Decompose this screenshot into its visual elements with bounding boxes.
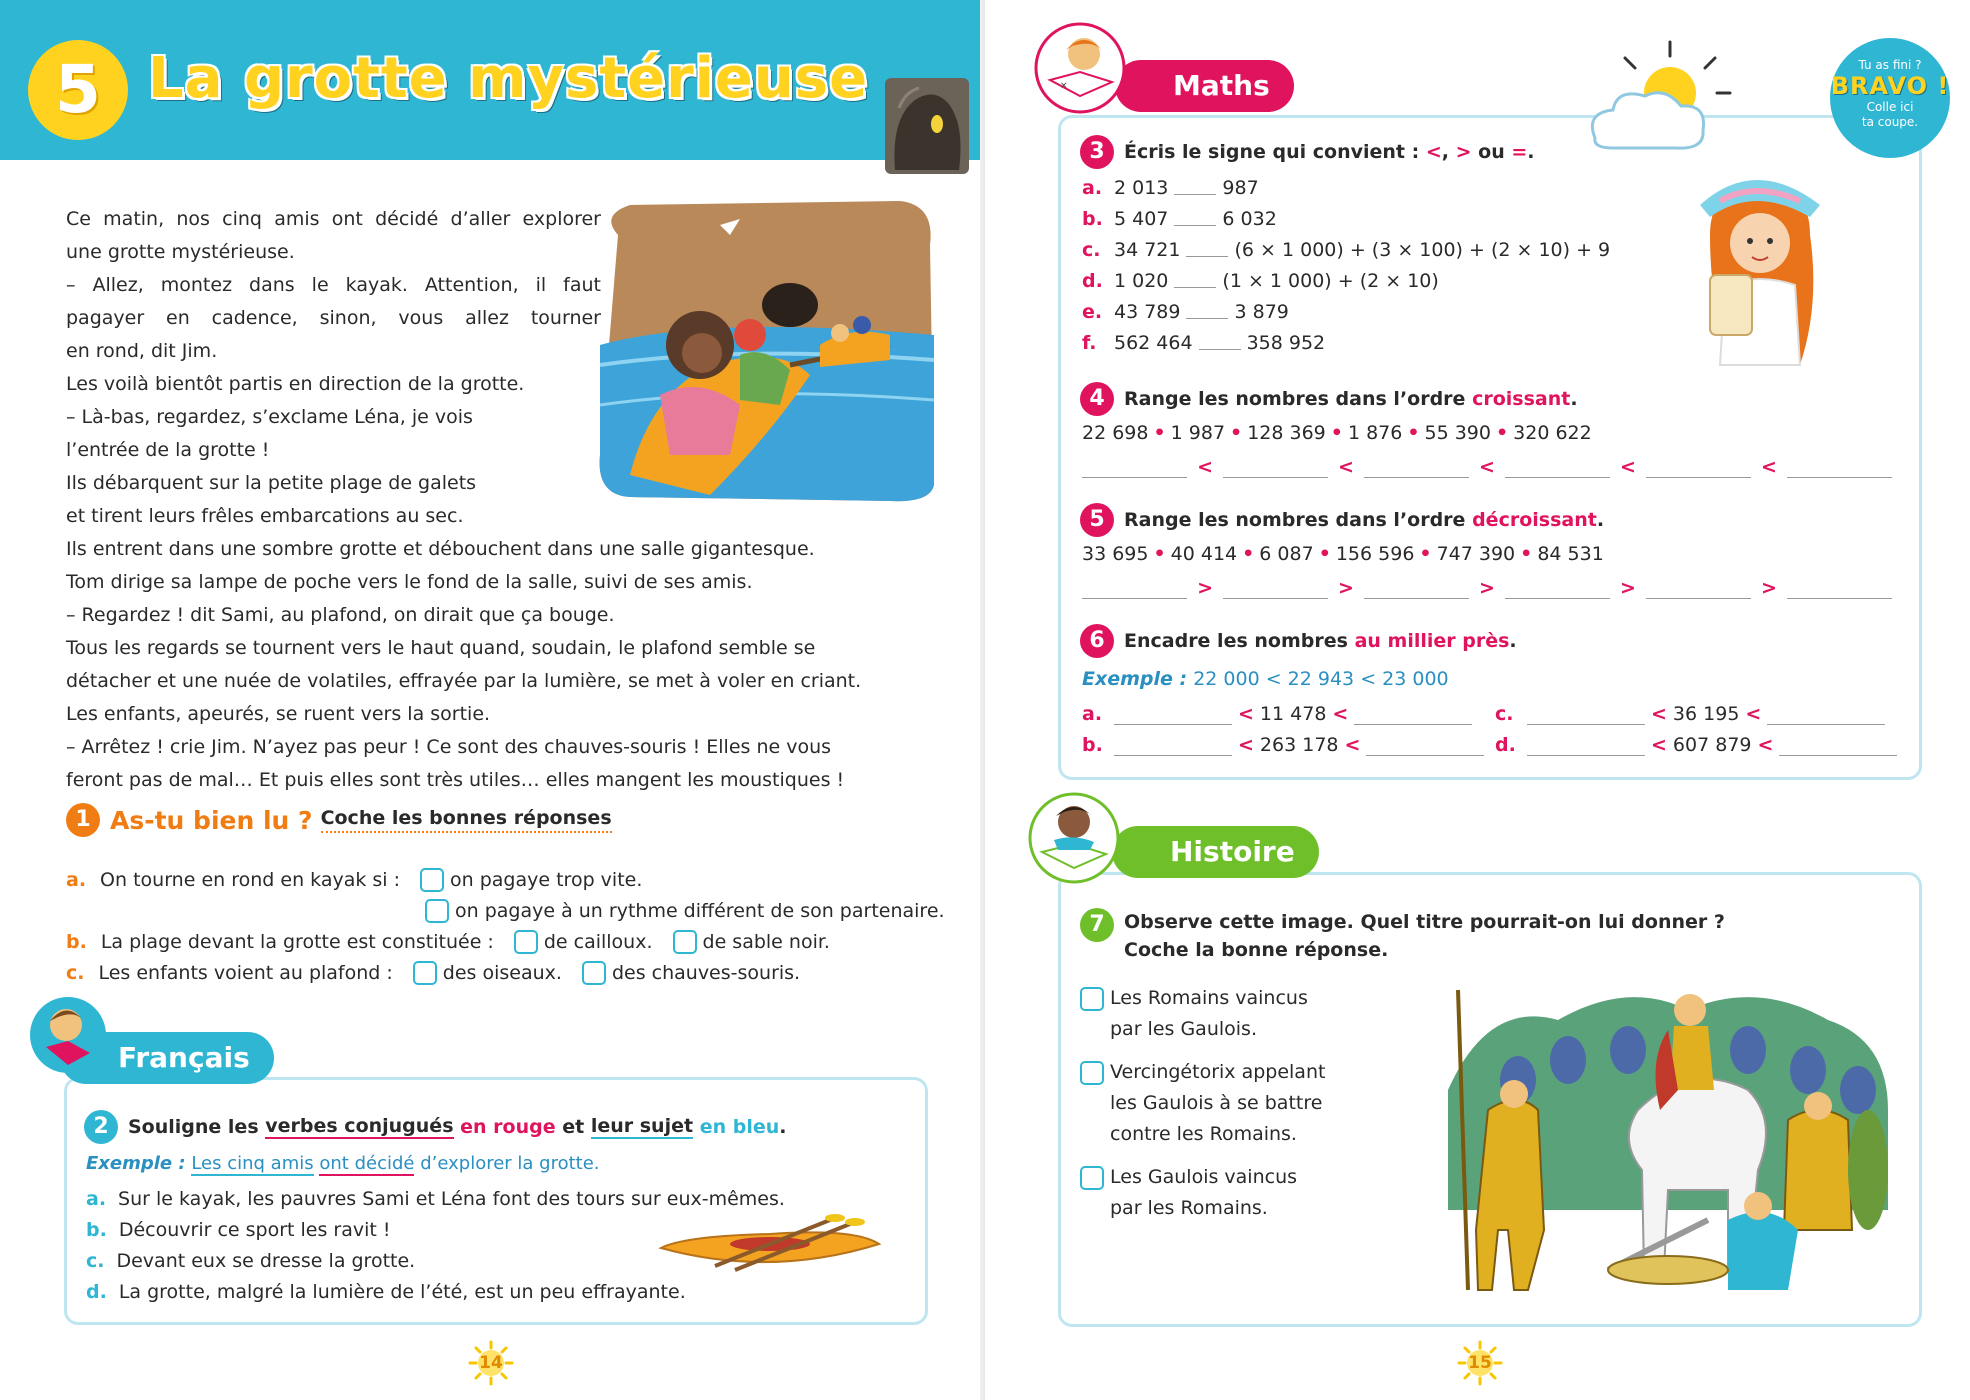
option-line: Vercingétorix appelant (1110, 1061, 1326, 1083)
histoire-tag: Histoire (1112, 826, 1319, 878)
story-line: une grotte mystérieuse. (66, 241, 295, 263)
option-text (1110, 1162, 1297, 1224)
compare-row-a (1082, 177, 1259, 199)
operator: < (1344, 734, 1361, 756)
number-item: 747 390 (1436, 543, 1516, 565)
sign-blank[interactable] (1174, 212, 1216, 226)
kayak-illustration (590, 195, 940, 505)
question-c (66, 961, 800, 985)
operator: < (1620, 456, 1636, 478)
answer-blank[interactable] (1787, 581, 1892, 599)
answer-checkbox[interactable] (673, 930, 697, 954)
sentence-b (86, 1219, 391, 1241)
number-item: 22 698 (1082, 422, 1149, 444)
exercise-4-number: 4 (1080, 382, 1114, 416)
option-line: par les Gaulois. (1110, 1018, 1257, 1040)
example-text: 22 000 < 22 943 < 23 000 (1193, 668, 1449, 690)
option-line: les Gaulois à se battre (1110, 1092, 1323, 1114)
bracket-row-d (1495, 734, 1897, 756)
option-line: Les Romains vaincus (1110, 987, 1308, 1009)
row-letter: c. (1495, 703, 1514, 725)
question-letter: c. (66, 962, 85, 984)
story-line: Ce matin, nos cinq amis ont décidé d’aller explorer (66, 208, 601, 230)
number-item: 1 876 (1347, 422, 1403, 444)
number-item: 6 087 (1259, 543, 1314, 565)
exercise-6-number: 6 (1080, 624, 1114, 658)
maths-tag: Maths (1115, 60, 1294, 112)
exercise-5-number: 5 (1080, 503, 1114, 537)
operator: < (1761, 456, 1777, 478)
sign-blank[interactable] (1174, 181, 1216, 195)
operator: > (1338, 577, 1354, 599)
answer-option: de sable noir. (702, 931, 830, 953)
story-line: Tom dirige sa lampe de poche vers le fond de la salle, suivi de ses amis. (66, 571, 753, 593)
right-value: 987 (1222, 177, 1259, 199)
sentence-letter: a. (86, 1188, 107, 1210)
answer-blank[interactable] (1787, 460, 1892, 478)
number-item: 55 390 (1424, 422, 1491, 444)
exercise-4-text: Range les nombres dans l’ordre (1124, 388, 1466, 410)
question-a-option-2 (425, 899, 945, 923)
compare-row-c (1082, 239, 1610, 261)
exercise-4-end: . (1570, 388, 1578, 410)
number-item: 128 369 (1247, 422, 1326, 444)
operator: < (1197, 456, 1213, 478)
story-line: et tirent leurs frêles embarcations au sec. (66, 505, 464, 527)
bracket-row-a (1082, 703, 1472, 725)
exercise-7-heading (1080, 908, 1725, 964)
exercise-5-heading (1080, 503, 1604, 537)
girl-parchment-illustration (1670, 165, 1840, 370)
right-value: 6 032 (1222, 208, 1277, 230)
example-rest: d’explorer la grotte. (420, 1153, 600, 1174)
row-letter: b. (1082, 208, 1103, 230)
answer-blank[interactable] (1505, 460, 1610, 478)
boy-reading-icon (28, 995, 108, 1075)
bullet: • (1153, 422, 1166, 444)
answer-blank[interactable] (1082, 460, 1187, 478)
sign-greater: > (1455, 141, 1472, 163)
answer-blank[interactable] (1505, 581, 1610, 599)
girl-writing-icon (1032, 20, 1127, 115)
number-item: 320 622 (1513, 422, 1592, 444)
bracket-value: 607 879 (1672, 734, 1752, 756)
chapter-title: La grotte mystérieuse (148, 46, 869, 111)
example-label: Exemple : (1082, 668, 1188, 690)
page-number-text: 14 (479, 1353, 503, 1373)
bullet: • (1153, 543, 1166, 565)
exercise-4-heading (1080, 382, 1578, 416)
question-letter: b. (66, 931, 87, 953)
sentence-d (86, 1281, 686, 1303)
answer-blank[interactable] (1779, 738, 1897, 756)
exercise-2-red: en rouge (460, 1116, 556, 1138)
answer-blank[interactable] (1082, 581, 1187, 599)
left-value: 5 407 (1114, 208, 1169, 230)
sign-blank[interactable] (1186, 305, 1228, 319)
sign-equal: = (1511, 141, 1528, 163)
answer-blank[interactable] (1223, 581, 1328, 599)
sign-blank[interactable] (1199, 336, 1241, 350)
sentence-a (86, 1188, 785, 1210)
option-line: Les Gaulois vaincus (1110, 1166, 1298, 1188)
question-text: La plage devant la grotte est constituée : (100, 931, 494, 953)
bracket-value: 263 178 (1259, 734, 1339, 756)
exercise-2-end: . (779, 1116, 787, 1138)
left-value: 1 020 (1114, 270, 1169, 292)
operator: < (1651, 703, 1667, 725)
bullet: • (1520, 543, 1533, 565)
question-text: Les enfants voient au plafond : (98, 962, 393, 984)
exercise-1-heading (66, 803, 612, 837)
row-letter: d. (1495, 734, 1516, 756)
bullet: • (1330, 422, 1343, 444)
answer-checkbox[interactable] (582, 961, 606, 985)
example-subject: Les cinq amis (191, 1153, 314, 1174)
answer-blank[interactable] (1527, 707, 1645, 725)
sentence-text: Devant eux se dresse la grotte. (116, 1250, 416, 1272)
answer-blank[interactable] (1646, 581, 1751, 599)
exercise-6-example (1082, 668, 1449, 690)
bullet: • (1419, 543, 1432, 565)
example-verb: ont décidé (319, 1153, 415, 1174)
right-value: 358 952 (1246, 332, 1326, 354)
operator: > (1620, 577, 1636, 599)
left-value: 43 789 (1114, 301, 1181, 323)
exercise-2-subject: leur sujet (590, 1115, 694, 1137)
example-label: Exemple : (86, 1153, 186, 1174)
left-value: 34 721 (1114, 239, 1181, 261)
bravo-line-1: Tu as fini ? (1858, 58, 1922, 72)
answer-checkbox[interactable] (420, 868, 444, 892)
bullet: • (1242, 543, 1255, 565)
answer-checkbox[interactable] (514, 930, 538, 954)
exercise-3-heading (1080, 135, 1535, 169)
sentence-text: Découvrir ce sport les ravit ! (118, 1219, 391, 1241)
row-letter: a. (1082, 177, 1103, 199)
compare-row-e (1082, 301, 1289, 323)
story-line: l’entrée de la grotte ! (66, 439, 270, 461)
title-option-1 (1080, 983, 1308, 1045)
bravo-line-2: BRAVO ! (1830, 72, 1950, 100)
bullet: • (1495, 422, 1509, 444)
bravo-badge (1830, 38, 1950, 158)
exercise-6-keyword: au millier près (1354, 630, 1510, 652)
answer-option: on pagaye trop vite. (450, 869, 643, 891)
compare-row-f (1082, 332, 1325, 354)
page-number-left (468, 1340, 514, 1386)
operator: < (1757, 734, 1774, 756)
operator: < (1479, 456, 1495, 478)
operator: < (1332, 703, 1349, 725)
story-line: en rond, dit Jim. (66, 340, 218, 362)
exercise-6-text: Encadre les nombres (1124, 630, 1348, 652)
exercise-5-numbers (1082, 543, 1604, 565)
bravo-line-4: ta coupe. (1861, 115, 1919, 129)
right-value: 3 879 (1234, 301, 1289, 323)
sign-sep: , (1441, 141, 1449, 163)
operator: < (1651, 734, 1667, 756)
answer-checkbox[interactable] (425, 899, 449, 923)
bullet: • (1230, 422, 1243, 444)
option-text (1110, 1057, 1325, 1150)
sign-blank[interactable] (1186, 243, 1228, 257)
exercise-2-example (86, 1153, 600, 1174)
bracket-row-b (1082, 734, 1484, 756)
exercise-4-answer-row (1082, 456, 1892, 478)
chapter-number: 5 (28, 40, 128, 140)
answer-blank[interactable] (1646, 460, 1751, 478)
question-text: On tourne en rond en kayak si : (100, 869, 401, 891)
bracket-value: 36 195 (1672, 703, 1740, 725)
operator: < (1338, 456, 1354, 478)
bracket-row-c (1495, 703, 1885, 725)
answer-option: de cailloux. (543, 931, 653, 953)
title-option-2 (1080, 1057, 1325, 1150)
exercise-2-blue: en bleu (699, 1116, 780, 1138)
story-line: – Arrêtez ! crie Jim. N’ayez pas peur ! Ce sont des chauves-souris ! Elles ne vous (66, 736, 832, 758)
number-item: 156 596 (1335, 543, 1415, 565)
question-letter: a. (66, 869, 87, 891)
story-line: – Allez, montez dans le kayak. Attention, il faut (66, 274, 601, 296)
sign-blank[interactable] (1174, 274, 1216, 288)
row-letter: f. (1082, 332, 1097, 354)
answer-blank[interactable] (1114, 707, 1232, 725)
exercise-7-line-1: Observe cette image. Quel titre pourrait-on lui donner ? (1124, 911, 1725, 933)
exercise-4-numbers (1082, 422, 1592, 444)
kayak-icon (655, 1208, 885, 1278)
answer-blank[interactable] (1364, 460, 1469, 478)
row-letter: e. (1082, 301, 1103, 323)
story-line: Ils entrent dans une sombre grotte et débouchent dans une salle gigantesque. (66, 538, 815, 560)
exercise-3-number: 3 (1080, 135, 1114, 169)
operator: < (1238, 703, 1254, 725)
sentence-letter: d. (86, 1281, 107, 1303)
header-wave (0, 140, 985, 170)
story-line: Les enfants, apeurés, se ruent vers la sortie. (66, 703, 491, 725)
exercise-5-end: . (1596, 509, 1605, 531)
francais-tag: Français (60, 1032, 274, 1084)
sentence-letter: b. (86, 1219, 107, 1241)
option-text (1110, 983, 1308, 1045)
page-number-right (1457, 1340, 1503, 1386)
title-option-3 (1080, 1162, 1297, 1224)
page-number-text: 15 (1468, 1353, 1492, 1373)
row-letter: d. (1082, 270, 1103, 292)
bullet: • (1318, 543, 1331, 565)
sentence-text: La grotte, malgré la lumière de l’été, est un peu effrayante. (118, 1281, 686, 1303)
exercise-7-number: 7 (1080, 908, 1114, 942)
romans-gauls-illustration (1428, 970, 1898, 1310)
exercise-4-keyword: croissant (1472, 388, 1571, 410)
operator: > (1479, 577, 1495, 599)
exercise-1-title: As-tu bien lu ? (110, 805, 313, 835)
answer-checkbox[interactable] (1080, 1061, 1104, 1085)
answer-blank[interactable] (1364, 581, 1469, 599)
answer-blank[interactable] (1767, 707, 1885, 725)
exercise-5-text: Range les nombres dans l’ordre (1124, 509, 1466, 531)
number-item: 33 695 (1082, 543, 1149, 565)
left-value: 2 013 (1114, 177, 1169, 199)
exercise-2-number: 2 (84, 1110, 118, 1144)
exercise-6-heading (1080, 624, 1517, 658)
exercise-5-keyword: décroissant (1472, 509, 1597, 531)
operator: > (1761, 577, 1777, 599)
exercise-7-text (1124, 908, 1725, 964)
story-line: feront pas de mal… Et puis elles sont très utiles… elles mangent les moustiques ! (66, 769, 845, 791)
answer-checkbox[interactable] (1080, 1166, 1104, 1190)
sign-or: ou (1478, 141, 1505, 163)
answer-blank[interactable] (1354, 707, 1472, 725)
answer-blank[interactable] (1223, 460, 1328, 478)
girl-drawing-icon (1026, 790, 1121, 885)
option-line: par les Romains. (1110, 1197, 1268, 1219)
answer-option: on pagaye à un rythme différent de son partenaire. (455, 900, 945, 922)
question-b (66, 930, 830, 954)
bracket-value: 11 478 (1259, 703, 1327, 725)
answer-blank[interactable] (1366, 738, 1484, 756)
story-line: pagayer en cadence, sinon, vous allez tourner (66, 307, 601, 329)
operator: < (1238, 734, 1254, 756)
sign-less: < (1425, 141, 1442, 163)
exercise-2-and: et (562, 1116, 585, 1138)
exercise-3-text: Écris le signe qui convient : (1124, 141, 1420, 163)
compare-row-b (1082, 208, 1277, 230)
answer-option: des oiseaux. (442, 962, 562, 984)
svg-text:×: × (1060, 81, 1068, 91)
exercise-5-answer-row (1082, 577, 1892, 599)
answer-checkbox[interactable] (1080, 987, 1104, 1011)
exercise-2-heading (84, 1110, 786, 1144)
answer-blank[interactable] (1527, 738, 1645, 756)
exercise-2-text: Souligne les (128, 1116, 259, 1138)
left-value: 562 464 (1114, 332, 1193, 354)
story-line: Les voilà bientôt partis en direction de la grotte. (66, 373, 525, 395)
exercise-7-line-2: Coche la bonne réponse. (1124, 939, 1389, 961)
sentence-text: Sur le kayak, les pauvres Sami et Léna font des tours sur eux-mêmes. (118, 1188, 785, 1210)
story-line: Tous les regards se tournent vers le haut quand, soudain, le plafond semble se (66, 637, 816, 659)
row-letter: c. (1082, 239, 1101, 261)
operator: > (1197, 577, 1213, 599)
story-line: – Là-bas, regardez, s’exclame Léna, je vois (66, 406, 473, 428)
question-a (66, 868, 642, 892)
row-letter: b. (1082, 734, 1103, 756)
number-item: 40 414 (1170, 543, 1238, 565)
right-value: (6 × 1 000) + (3 × 100) + (2 × 10) + 9 (1234, 239, 1611, 261)
operator: < (1745, 703, 1762, 725)
bravo-line-3: Colle ici (1866, 100, 1914, 114)
story-line: Ils débarquent sur la petite plage de galets (66, 472, 477, 494)
answer-checkbox[interactable] (413, 961, 437, 985)
story-line: détacher et une nuée de volatiles, effrayée par la lumière, se met à voler en criant. (66, 670, 862, 692)
answer-blank[interactable] (1114, 738, 1232, 756)
exercise-6-end: . (1509, 630, 1517, 652)
story-line: – Regardez ! dit Sami, au plafond, on dirait que ça bouge. (66, 604, 615, 626)
number-item: 84 531 (1537, 543, 1604, 565)
answer-option: des chauves-souris. (611, 962, 801, 984)
compare-row-d (1082, 270, 1439, 292)
exercise-2-verbs: verbes conjugués (265, 1115, 454, 1137)
row-letter: a. (1082, 703, 1103, 725)
right-value: (1 × 1 000) + (2 × 10) (1222, 270, 1439, 292)
option-line: contre les Romains. (1110, 1123, 1297, 1145)
cave-illustration (885, 78, 969, 174)
sun-cloud-icon (1585, 38, 1745, 158)
number-item: 1 987 (1170, 422, 1226, 444)
bullet: • (1407, 422, 1420, 444)
sentence-c (86, 1250, 415, 1272)
exercise-3-end: . (1527, 141, 1535, 163)
exercise-1-number: 1 (66, 803, 100, 837)
exercise-1-subtitle: Coche les bonnes réponses (321, 807, 612, 833)
sentence-letter: c. (86, 1250, 105, 1272)
